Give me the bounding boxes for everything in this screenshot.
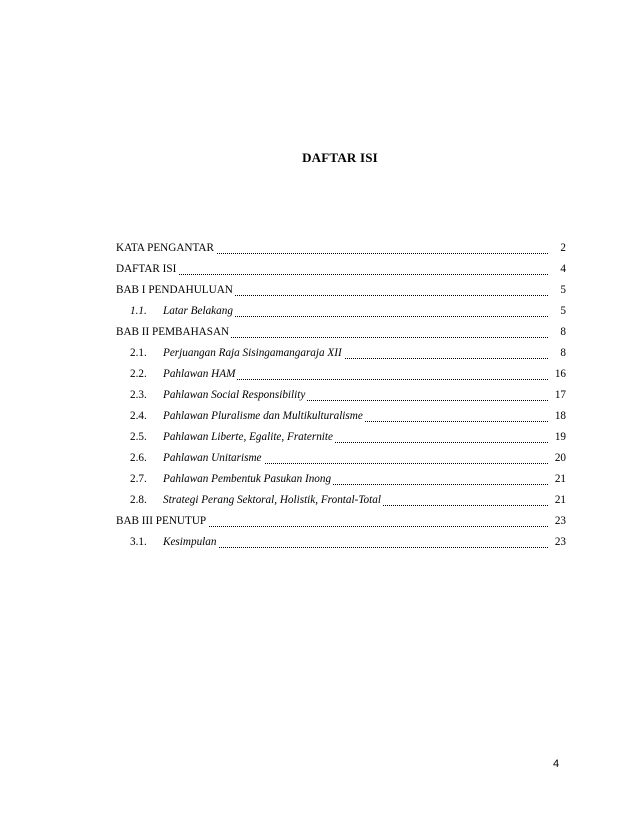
toc-subentry-number: 2.3.	[130, 389, 147, 401]
toc-subentry-number: 1.1.	[130, 305, 147, 317]
toc-subentry[interactable]	[130, 385, 566, 406]
toc-entry-label: BAB I PENDAHULUAN	[116, 284, 233, 296]
toc-entry-label: KATA PENGANTAR	[116, 242, 214, 254]
toc-subentry-label: Perjuangan Raja Sisingamangaraja XII	[163, 347, 342, 359]
toc-subentry-number: 2.6.	[130, 452, 147, 464]
toc-entry-label: BAB II PEMBAHASAN	[116, 326, 230, 338]
toc-entry-page: 5	[560, 284, 566, 296]
toc-subentry[interactable]	[130, 364, 566, 385]
toc-subentry[interactable]	[130, 448, 566, 469]
page-number: 4	[553, 758, 560, 770]
toc-subentry[interactable]	[130, 301, 566, 322]
toc-subentry-page: 23	[554, 536, 566, 548]
toc-entry-page: 2	[560, 242, 566, 254]
toc-subentry-page: 18	[554, 410, 566, 422]
toc-subentry-number: 3.1.	[130, 536, 147, 548]
toc-subentry[interactable]	[130, 490, 566, 511]
toc-entry[interactable]	[116, 280, 566, 301]
toc-subentry-label: Pahlawan Social Responsibility	[163, 389, 306, 401]
toc-subentry[interactable]	[130, 532, 566, 553]
toc-subentry-label: Pahlawan HAM	[163, 368, 236, 380]
toc-entry-label: BAB III PENUTUP	[116, 515, 207, 527]
toc-subentry-label: Strategi Perang Sektoral, Holistik, Frontal-Total	[163, 494, 381, 506]
toc-entry-page: 23	[554, 515, 566, 527]
toc-entry[interactable]	[116, 238, 566, 259]
toc-subentry-number: 2.2.	[130, 368, 147, 380]
toc-subentry[interactable]	[130, 406, 566, 427]
toc-subentry-label: Pahlawan Liberte, Egalite, Fraternite	[163, 431, 333, 443]
toc-subentry-page: 20	[554, 452, 566, 464]
toc-subentry-number: 2.4.	[130, 410, 147, 422]
toc-subentry-label: Pahlawan Pluralisme dan Multikulturalisme	[163, 410, 363, 422]
page-title: DAFTAR ISI	[302, 150, 378, 165]
toc-entry-page: 4	[560, 263, 566, 275]
toc-subentry-page: 16	[554, 368, 566, 380]
toc-subentry-page: 19	[554, 431, 566, 443]
dot-leader	[116, 274, 548, 275]
toc-subentry-label: Latar Belakang	[163, 305, 233, 317]
toc-subentry-page: 8	[560, 347, 566, 359]
table-of-contents	[116, 238, 566, 553]
toc-entry-label: DAFTAR ISI	[116, 263, 177, 275]
toc-subentry-label: Pahlawan Unitarisme	[163, 452, 262, 464]
toc-subentry[interactable]	[130, 343, 566, 364]
toc-subentry-page: 5	[560, 305, 566, 317]
toc-subentry-label: Kesimpulan	[163, 536, 217, 548]
toc-subentry[interactable]	[130, 427, 566, 448]
toc-entry-page: 8	[560, 326, 566, 338]
toc-subentry[interactable]	[130, 469, 566, 490]
toc-subentry-page: 21	[554, 473, 566, 485]
toc-subentry-page: 17	[554, 389, 566, 401]
toc-subentry-number: 2.1.	[130, 347, 147, 359]
toc-entry[interactable]	[116, 322, 566, 343]
toc-subentry-number: 2.7.	[130, 473, 147, 485]
toc-subentry-number: 2.5.	[130, 431, 147, 443]
toc-entry[interactable]	[116, 259, 566, 280]
toc-subentry-page: 21	[554, 494, 566, 506]
toc-subentry-number: 2.8.	[130, 494, 147, 506]
toc-entry[interactable]	[116, 511, 566, 532]
toc-subentry-label: Pahlawan Pembentuk Pasukan Inong	[163, 473, 332, 485]
